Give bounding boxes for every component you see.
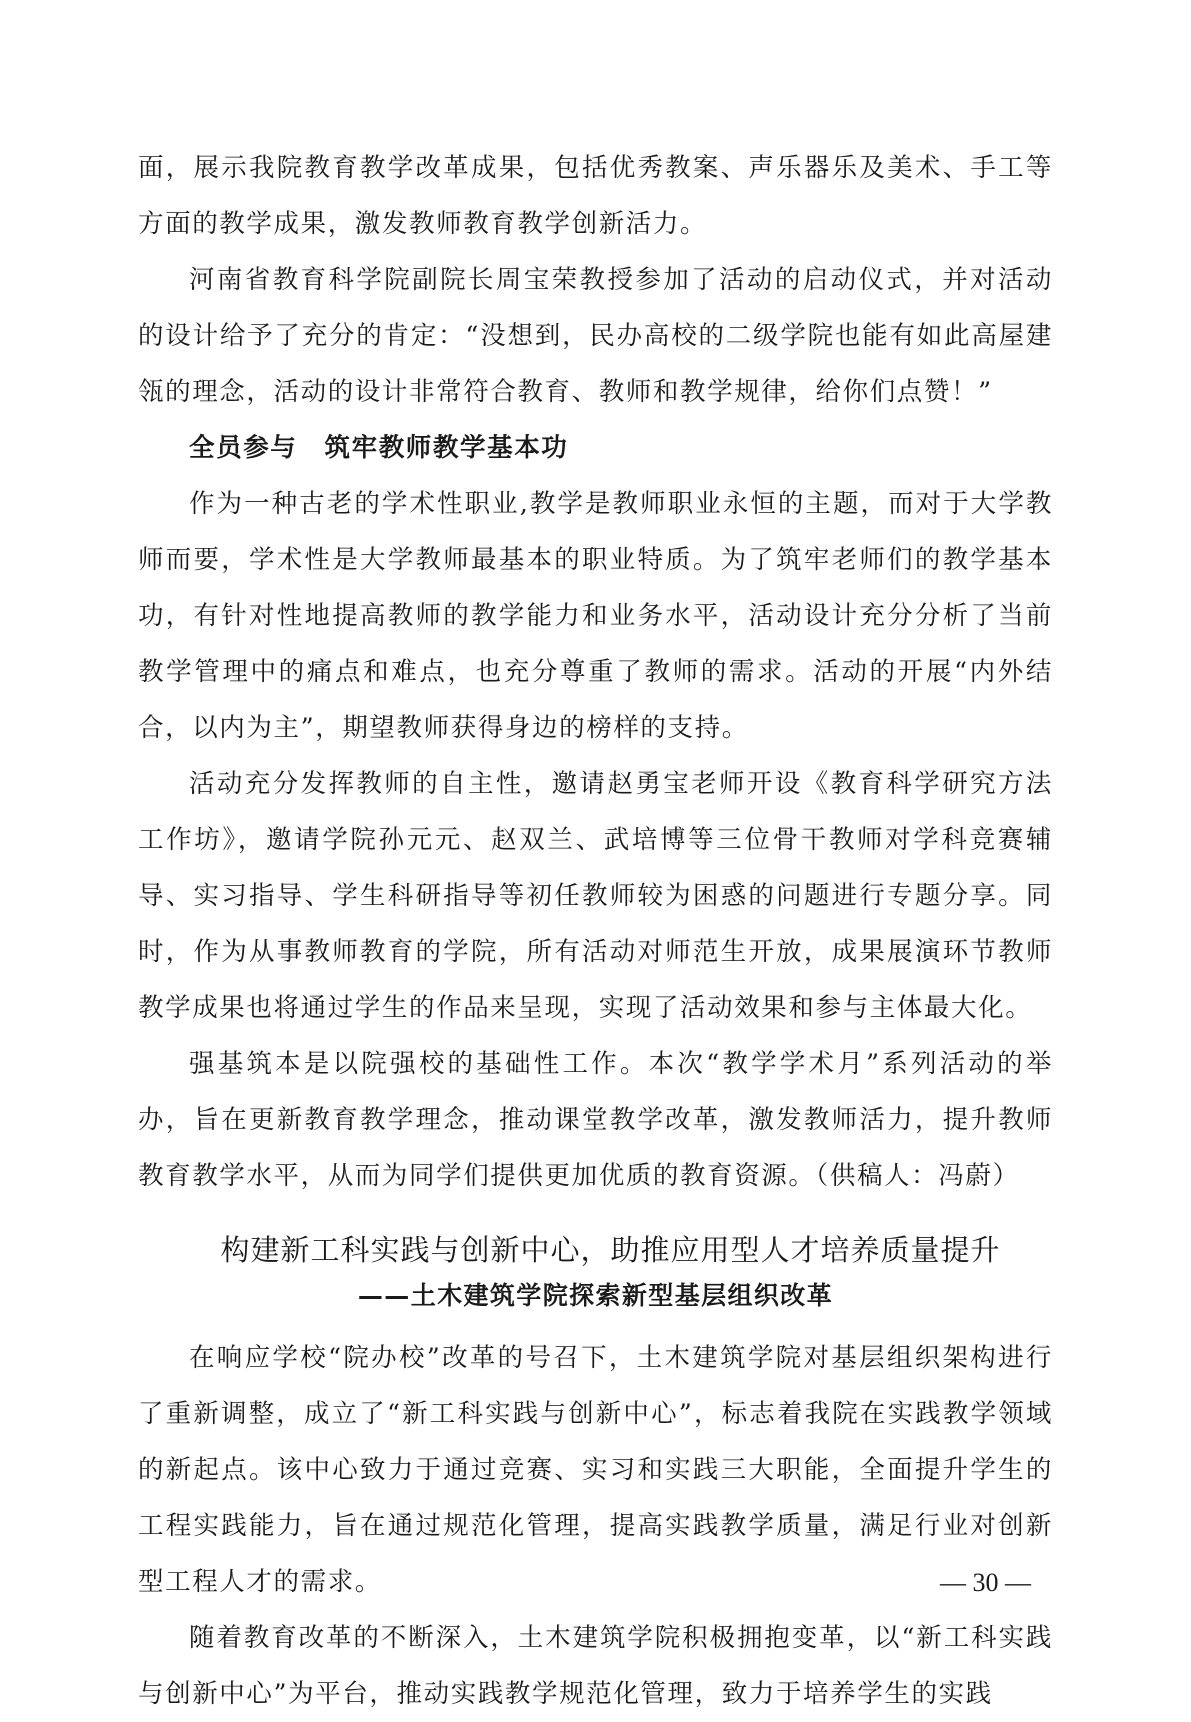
article-title: 构建新工科实践与创新中心，助推应用型人才培养质量提升 (220, 1233, 1001, 1267)
page-number: — 30 — (940, 1568, 1031, 1597)
article-subtitle: ——土木建筑学院探索新型基层组织改革 (357, 1281, 834, 1310)
section-heading: 全员参与 筑牢教师教学基本功 (189, 433, 569, 463)
continuation-paragraph: 面，展示我院教育教学改革成果，包括优秀教案、声乐器乐及美术、手工等方面的教学成果，激发教师教育教学创新活力。 (138, 153, 1053, 239)
quote-paragraph: 河南省教育科学院副院长周宝荣教授参加了活动的启动仪式，并对活动的设计给予了充分的肯定：“没想到，民办高校的二级学院也能有如此高屋建瓴的理念，活动的设计非常符合教育、教师和教学规律，给你们点赞！” (138, 265, 1053, 407)
article-paragraph: 在响应学校“院办校”改革的号召下，土木建筑学院对基层组织架构进行了重新调整，成立了“新工科实践与创新中心”，标志着我院在实践教学领域的新起点。该中心致力于通过竞赛、实习和实践三大职能，全面提升学生的工程实践能力，旨在通过规范化管理，提高实践教学质量，满足行业对创新型工程人才的需求。 (138, 1343, 1053, 1597)
section-paragraph: 作为一种古老的学术性职业,教学是教师职业永恒的主题，而对于大学教师而要，学术性是大学教师最基本的职业特质。为了筑牢老师们的教学基本功，有针对性地提高教师的教学能力和业务水平，活动设计充分分析了当前教学管理中的痛点和难点，也充分尊重了教师的需求。活动的开展“内外结合，以内为主”，期望教师获得身边的榜样的支持。 (138, 489, 1053, 743)
article-paragraph: 随着教育改革的不断深入，土木建筑学院积极拥抱变革，以“新工科实践与创新中心”为平台，推动实践教学规范化管理，致力于培养学生的实践 (138, 1623, 1053, 1709)
section-paragraph: 强基筑本是以院强校的基础性工作。本次“教学学术月”系列活动的举办，旨在更新教育教学理念，推动课堂教学改革，激发教师活力，提升教师教育教学水平，从而为同学们提供更加优质的教育资源。（供稿人：冯蔚） (138, 1049, 1053, 1191)
page-content (138, 140, 1053, 1722)
section-paragraph: 活动充分发挥教师的自主性，邀请赵勇宝老师开设《教育科学研究方法工作坊》，邀请学院孙元元、赵双兰、武培博等三位骨干教师对学科竞赛辅导、实习指导、学生科研指导等初任教师较为困惑的问题进行专题分享。同时，作为从事教师教育的学院，所有活动对师范生开放，成果展演环节教师教学成果也将通过学生的作品来呈现，实现了活动效果和参与主体最大化。 (138, 769, 1053, 1023)
article (138, 1226, 1053, 1722)
